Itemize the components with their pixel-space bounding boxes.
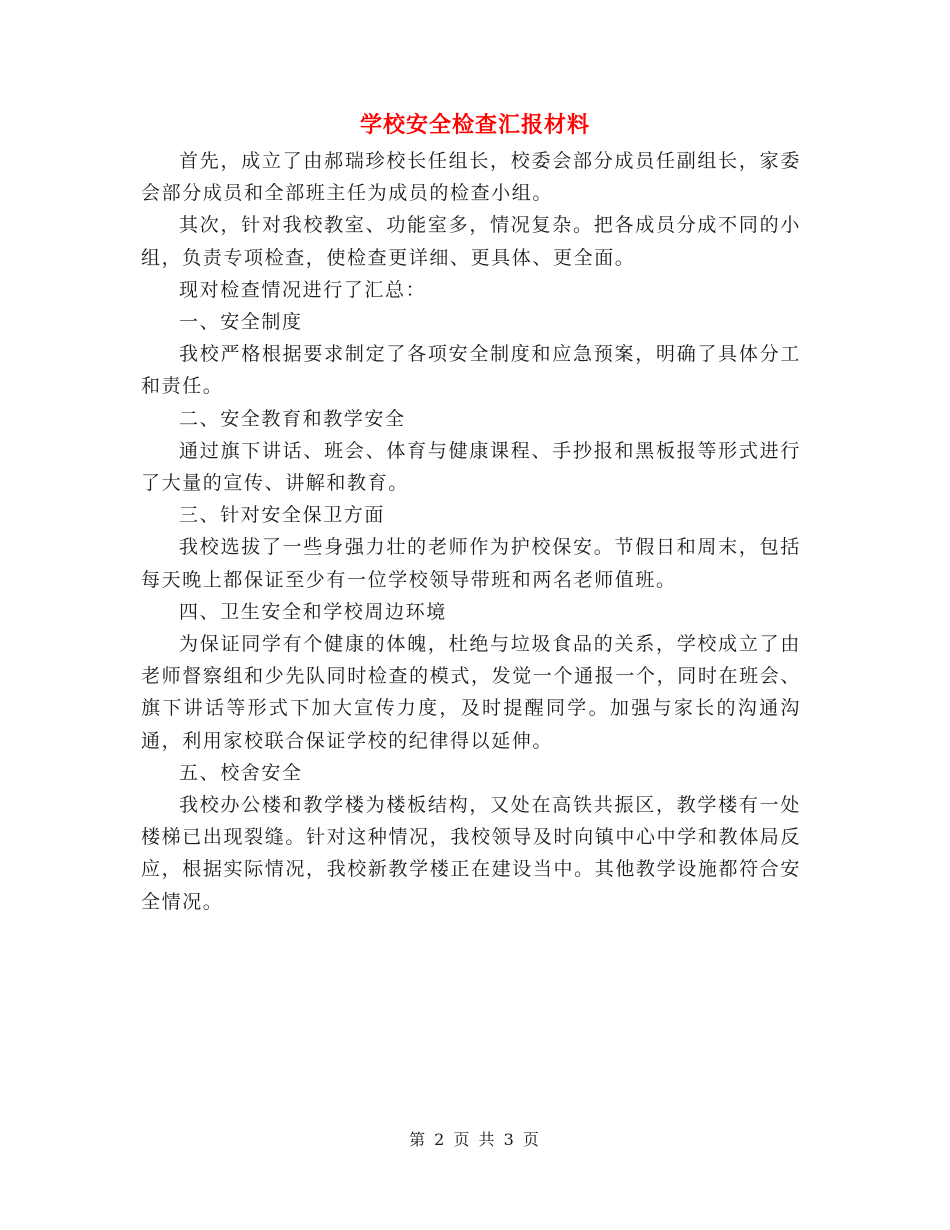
paragraph-buildings: 我校办公楼和教学楼为楼板结构，又处在高铁共振区，教学楼有一处楼梯已出现裂缝。针对这种情况，我校领导及时向镇中心中学和教体局反应，根据实际情况，我校新教学楼正在建设当中。其他教学设施都符合安全情况。 — [141, 794, 801, 913]
paragraph-intro-group: 首先，成立了由郝瑞珍校长任组长，校委会部分成员任副组长，家委会部分成员和全部班主任为成员的检查小组。 — [141, 150, 801, 205]
paragraph-hygiene: 为保证同学有个健康的体魄，杜绝与垃圾食品的关系，学校成立了由老师督察组和少先队同时检查的模式，发觉一个通报一个，同时在班会、旗下讲话等形式下加大宣传力度，及时提醒同学。加强与家长的沟通沟通，利用家校联合保证学校的纪律得以延伸。 — [141, 633, 801, 752]
section-heading-security: 三、针对安全保卫方面 — [179, 504, 386, 527]
section-heading-safety-education: 二、安全教育和教学安全 — [179, 407, 406, 430]
paragraph-safety-system: 我校严格根据要求制定了各项安全制度和应急预案，明确了具体分工和责任。 — [141, 343, 801, 398]
section-heading-hygiene: 四、卫生安全和学校周边环境 — [179, 600, 447, 623]
document-title: 学校安全检查汇报材料 — [359, 113, 590, 138]
section-heading-safety-system: 一、安全制度 — [179, 311, 303, 334]
page-number-footer: 第 2 页 共 3 页 — [409, 1130, 541, 1149]
paragraph-safety-education: 通过旗下讲话、班会、体育与健康课程、手抄报和黑板报等形式进行了大量的宣传、讲解和教育。 — [141, 439, 801, 495]
paragraph-intro-division: 其次，针对我校教室、功能室多，情况复杂。把各成员分成不同的小组，负责专项检查，使检查更详细、更具体、更全面。 — [141, 214, 801, 269]
paragraph-security: 我校选拔了一些身强力壮的老师作为护校保安。节假日和周末，包括每天晚上都保证至少有一位学校领导带班和两名老师值班。 — [141, 536, 801, 591]
document-body — [141, 145, 801, 918]
section-heading-buildings: 五、校舍安全 — [179, 761, 303, 784]
paragraph-summary-lead: 现对检查情况进行了汇总： — [179, 278, 427, 301]
